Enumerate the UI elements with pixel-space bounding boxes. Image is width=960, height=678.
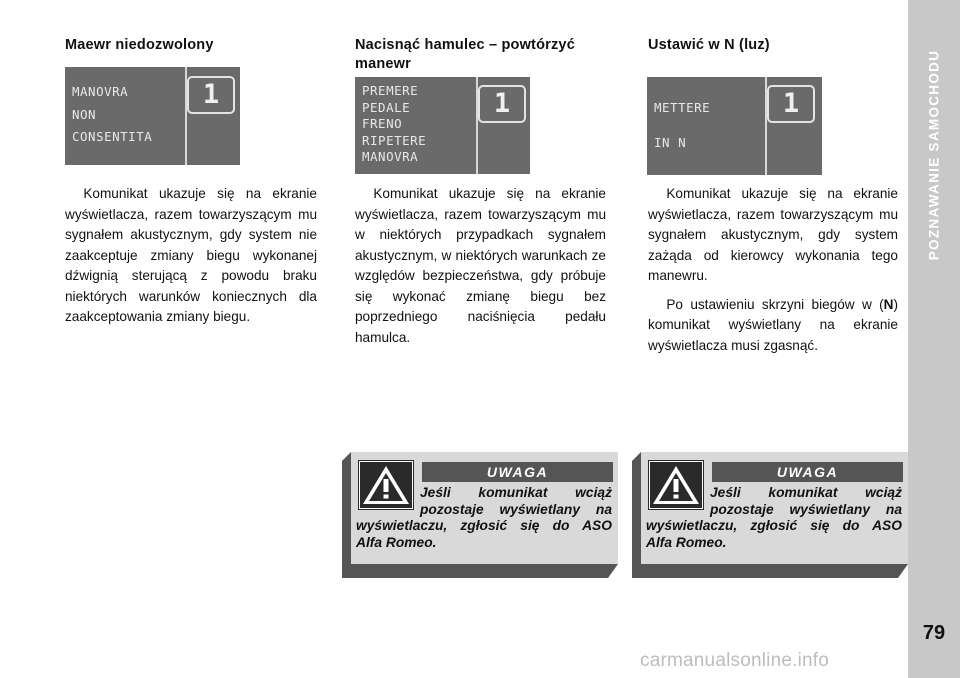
text-run: Po ustawieniu skrzyni biegów w ( bbox=[666, 296, 884, 312]
page-number: 79 bbox=[922, 622, 946, 644]
warning-box-1 bbox=[342, 452, 618, 578]
warning-line: pozostaje wyświetlany na bbox=[420, 501, 612, 517]
warning-line: Jeśli komunikat wciąż bbox=[420, 485, 612, 500]
paragraph: Komunikat ukazuje się na ekranie wyświetlacza, razem towarzyszącym mu sygnałem akustycznym, gdy system nie zaakceptuje zmiany biegu wykonanej dźwignią sterującą z powodu braku niektórych warunków koniecznych dla zaakceptowania zmiany biegu. bbox=[65, 186, 317, 324]
paragraph bbox=[648, 295, 898, 357]
display-line: MANOVRA bbox=[362, 149, 419, 164]
section-1-text bbox=[65, 184, 317, 336]
display-line: METTERE bbox=[654, 100, 711, 115]
display-line: PEDALE bbox=[362, 99, 411, 115]
display-line: CONSENTITA bbox=[72, 129, 153, 144]
section-2-heading: Nacisnąć hamulec – powtórzyć manewr bbox=[355, 37, 575, 72]
display-line: PREMERE bbox=[362, 83, 419, 98]
display-line: IN N bbox=[654, 134, 687, 150]
watermark: carmanualsonline.info bbox=[640, 650, 830, 671]
warning-label: UWAGA bbox=[422, 462, 613, 482]
gear-letter: N bbox=[883, 296, 894, 312]
gear-indicator: 1 bbox=[187, 76, 235, 114]
text-run: ) komunikat wyświetlany na ekranie wyświetlacza musi zgasnąć. bbox=[648, 296, 898, 353]
chapter-title: POZNAWANIE SAMOCHODU bbox=[926, 49, 942, 261]
warning-line: wyświetlaczu, zgłosić się do ASO bbox=[356, 518, 612, 533]
warning-label: UWAGA bbox=[712, 462, 903, 482]
section-1-heading: Maewr niedozwolony bbox=[65, 37, 214, 53]
warning-line: pozostaje wyświetlany na bbox=[710, 501, 902, 517]
section-2-text bbox=[355, 184, 606, 356]
display-press-brake bbox=[355, 77, 530, 174]
display-line: NON bbox=[72, 106, 97, 122]
gear-indicator: 1 bbox=[478, 85, 526, 123]
paragraph: Komunikat ukazuje się na ekranie wyświetlacza, razem towarzyszącym mu w niektórych przypadkach sygnałem akustycznym, w niektórych warunkach ze względów bezpieczeństwa, gdy próbuje się wykonać zmianę biegu bez poprzedniego naciśnięcia pedału hamulca. bbox=[355, 186, 606, 345]
warning-line: Alfa Romeo. bbox=[356, 534, 437, 550]
section-3-heading: Ustawić w N (luz) bbox=[648, 37, 770, 53]
display-no-manoeuvre bbox=[65, 67, 240, 165]
paragraph: Komunikat ukazuje się na ekranie wyświetlacza, razem towarzyszącym mu sygnałem akustycznym, gdy system zażąda od kierowcy wykonania tego manewru. bbox=[648, 186, 898, 283]
warning-line: Jeśli komunikat wciąż bbox=[710, 485, 902, 500]
display-line: RIPETERE bbox=[362, 132, 427, 148]
gear-indicator: 1 bbox=[767, 85, 815, 123]
warning-text bbox=[356, 485, 612, 551]
section-3-text bbox=[648, 184, 898, 364]
warning-line: wyświetlaczu, zgłosić się do ASO bbox=[646, 518, 902, 533]
warning-text bbox=[646, 485, 902, 551]
display-set-neutral bbox=[647, 77, 822, 175]
display-line: FRENO bbox=[362, 116, 403, 131]
display-line: MANOVRA bbox=[72, 84, 129, 99]
warning-line: Alfa Romeo. bbox=[646, 534, 727, 550]
warning-box-2 bbox=[632, 452, 908, 578]
